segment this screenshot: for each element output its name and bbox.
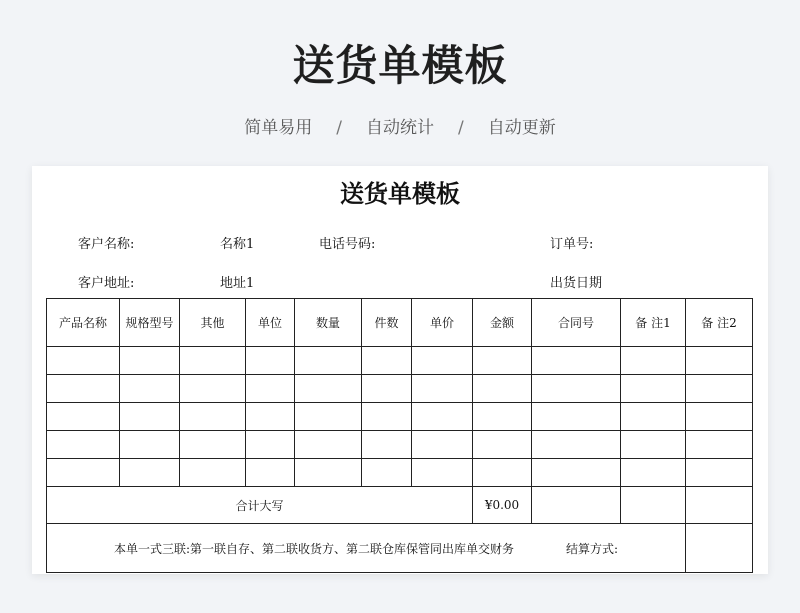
table-cell[interactable] [473,431,532,459]
column-header: 产品名称 [47,299,120,347]
table-cell[interactable] [246,459,295,487]
table-cell[interactable] [621,403,686,431]
table-row [47,431,753,459]
table-row [47,403,753,431]
banner-title: 送货单模板 [292,41,508,90]
table-cell[interactable] [362,375,412,403]
table-row [47,375,753,403]
table-cell[interactable] [686,403,753,431]
document-title: 送货单模板 [340,179,460,208]
table-cell[interactable] [362,459,412,487]
table-cell[interactable] [120,403,180,431]
column-header: 单价 [412,299,473,347]
table-header-row [47,299,753,347]
separator: / [336,118,342,138]
table-cell[interactable] [686,375,753,403]
separator: / [458,118,464,138]
footer-note: 本单一式三联:第一联自存、第二联收货方、第二联仓库保管同出库单交财务 [113,541,514,556]
table-cell[interactable] [246,431,295,459]
table-cell[interactable] [362,347,412,375]
table-cell[interactable] [120,375,180,403]
table-cell[interactable] [295,403,362,431]
table-cell[interactable] [686,459,753,487]
table-cell[interactable] [47,403,120,431]
table-cell[interactable] [473,375,532,403]
total-label: 合计大写 [47,487,473,524]
table-cell[interactable] [180,403,246,431]
table-cell[interactable] [120,347,180,375]
table-cell[interactable] [532,375,621,403]
feature-auto-stats: 自动统计 [366,118,434,138]
column-header: 其他 [180,299,246,347]
table-cell[interactable] [473,459,532,487]
table-cell[interactable] [246,375,295,403]
footer-row [47,524,753,573]
table-cell[interactable] [621,487,686,524]
column-header: 件数 [362,299,412,347]
order-no-label: 订单号: [550,237,594,252]
table-row [47,347,753,375]
table-cell[interactable] [473,347,532,375]
column-header: 规格型号 [120,299,180,347]
banner-subtitle [0,113,800,138]
customer-address-value[interactable]: 地址1 [220,276,255,291]
footer-note-cell [47,524,686,573]
table-cell[interactable] [532,487,621,524]
column-header: 金额 [473,299,532,347]
customer-address-label: 客户地址: [78,276,135,291]
table-cell[interactable] [180,375,246,403]
feature-auto-update: 自动更新 [487,118,556,138]
table-cell[interactable] [473,403,532,431]
table-cell[interactable] [362,431,412,459]
table-cell[interactable] [295,431,362,459]
delivery-note-sheet [32,166,768,574]
table-cell[interactable] [180,431,246,459]
table-cell[interactable] [120,431,180,459]
table-cell[interactable] [412,347,473,375]
total-row [47,487,753,524]
table-cell[interactable] [47,459,120,487]
table-cell[interactable] [532,459,621,487]
table-cell[interactable] [47,431,120,459]
table-cell[interactable] [412,431,473,459]
total-amount: ¥0.00 [473,487,532,524]
column-header: 合同号 [532,299,621,347]
table-cell[interactable] [686,487,753,524]
column-header: 备 注2 [686,299,753,347]
table-cell[interactable] [621,431,686,459]
customer-name-label: 客户名称: [78,237,135,252]
table-cell[interactable] [532,347,621,375]
table-cell[interactable] [295,347,362,375]
table-cell[interactable] [295,375,362,403]
table-cell[interactable] [532,403,621,431]
table-cell[interactable] [412,375,473,403]
feature-easy: 简单易用 [244,118,313,138]
table-cell[interactable] [621,375,686,403]
table-cell[interactable] [532,431,621,459]
ship-date-label: 出货日期 [550,276,603,291]
table-cell[interactable] [120,459,180,487]
table-cell[interactable] [180,459,246,487]
table-cell[interactable] [362,403,412,431]
table-cell[interactable] [47,375,120,403]
table-cell[interactable] [246,403,295,431]
customer-name-value[interactable]: 名称1 [220,237,255,252]
column-header: 单位 [246,299,295,347]
settlement-label: 结算方式: [566,541,619,556]
phone-label: 电话号码: [319,237,376,252]
column-header: 备 注1 [621,299,686,347]
table-cell[interactable] [412,459,473,487]
table-cell[interactable] [686,524,753,573]
table-row [47,459,753,487]
table-cell[interactable] [686,347,753,375]
table-cell[interactable] [180,347,246,375]
column-header: 数量 [295,299,362,347]
table-cell[interactable] [686,431,753,459]
table-cell[interactable] [47,347,120,375]
table-cell[interactable] [621,459,686,487]
table-cell[interactable] [295,459,362,487]
table-cell[interactable] [621,347,686,375]
table-cell[interactable] [246,347,295,375]
table-cell[interactable] [412,403,473,431]
items-table [46,298,753,573]
